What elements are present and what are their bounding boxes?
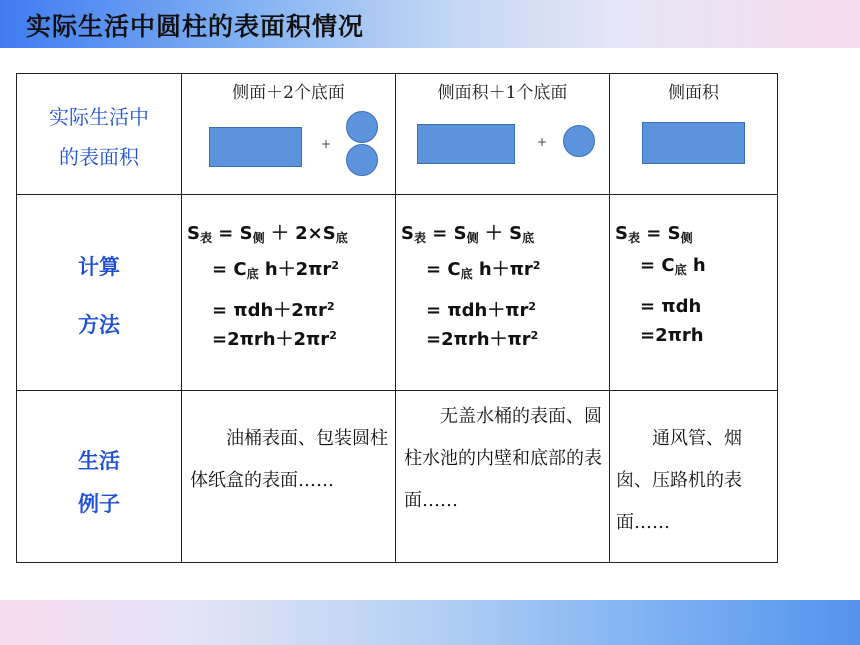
row-label-cell <box>17 391 182 563</box>
surface-area-table <box>16 73 778 563</box>
base-circle-shape <box>346 111 378 143</box>
table-row <box>17 74 778 195</box>
formula-line-4: =2πrh <box>640 325 704 346</box>
row-label-example-2: 例子 <box>78 492 120 516</box>
example-text-2: 无盖水桶的表面、圆柱水池的内壁和底部的表面…… <box>404 406 602 511</box>
formula-line-1: $S_表 = S_侧 + 2\times S_底$ <box>187 223 348 245</box>
header-label-1: 侧面＋2个底面 <box>232 83 345 103</box>
formula-line-4: $=2\pi rh+2\pi r^2$ <box>212 329 337 350</box>
formula-cell-3 <box>610 195 778 391</box>
plus-symbol: + <box>537 135 548 149</box>
base-circle-shape <box>563 125 595 157</box>
base-circle-shape <box>346 144 378 176</box>
row-label-example-1: 生活 <box>78 449 120 473</box>
header-label-2: 侧面积＋1个底面 <box>437 83 568 103</box>
header-cell-3 <box>610 74 778 195</box>
formula-line-2: = $C_底$ $h+2\pi r^2$ <box>212 259 339 281</box>
formula-line-2: = $C_底$ $h+\pi r^2$ <box>426 259 541 281</box>
example-text-1: 油桶表面、包装圆柱体纸盒的表面…… <box>190 428 388 491</box>
plus-symbol: + <box>321 137 332 151</box>
row-label-cell <box>17 74 182 195</box>
formula-line-1: $S_表 = S_侧$ <box>615 223 693 245</box>
page-title: 实际生活中圆柱的表面积情况 <box>26 12 365 41</box>
row-label-actual-1: 实际生活中 <box>49 105 149 129</box>
row-label-actual-2: 的表面积 <box>59 145 139 169</box>
header-cell-2 <box>396 74 610 195</box>
formula-line-4: $=2\pi rh+\pi r^2$ <box>426 329 539 350</box>
row-label-method-1: 计算 <box>78 255 120 279</box>
formula-line-3: = $\pi dh+2\pi r^2$ <box>212 300 335 321</box>
example-cell-1 <box>182 391 396 563</box>
formula-line-3: = $\pi dh+\pi r^2$ <box>426 300 537 321</box>
row-label-method-2: 方法 <box>78 313 120 337</box>
header-cell-1 <box>182 74 396 195</box>
formula-cell-2 <box>396 195 610 391</box>
header-label-3: 侧面积 <box>668 83 719 103</box>
example-cell-2 <box>396 391 610 563</box>
formula-line-1: $S_表 = S_侧 + S_底$ <box>401 223 535 245</box>
lateral-rectangle-shape <box>417 124 515 164</box>
lateral-rectangle-shape <box>209 127 302 167</box>
formula-line-2: = $C_底$ h <box>640 255 706 277</box>
example-text-3: 通风管、烟囱、压路机的表面…… <box>616 428 742 533</box>
lateral-rectangle-shape <box>642 122 745 164</box>
formula-cell-1 <box>182 195 396 391</box>
table-row <box>17 391 778 563</box>
footer-band <box>0 600 860 645</box>
example-cell-3 <box>610 391 778 563</box>
formula-line-3: = πdh <box>640 296 702 317</box>
row-label-cell <box>17 195 182 391</box>
table-row <box>17 195 778 391</box>
